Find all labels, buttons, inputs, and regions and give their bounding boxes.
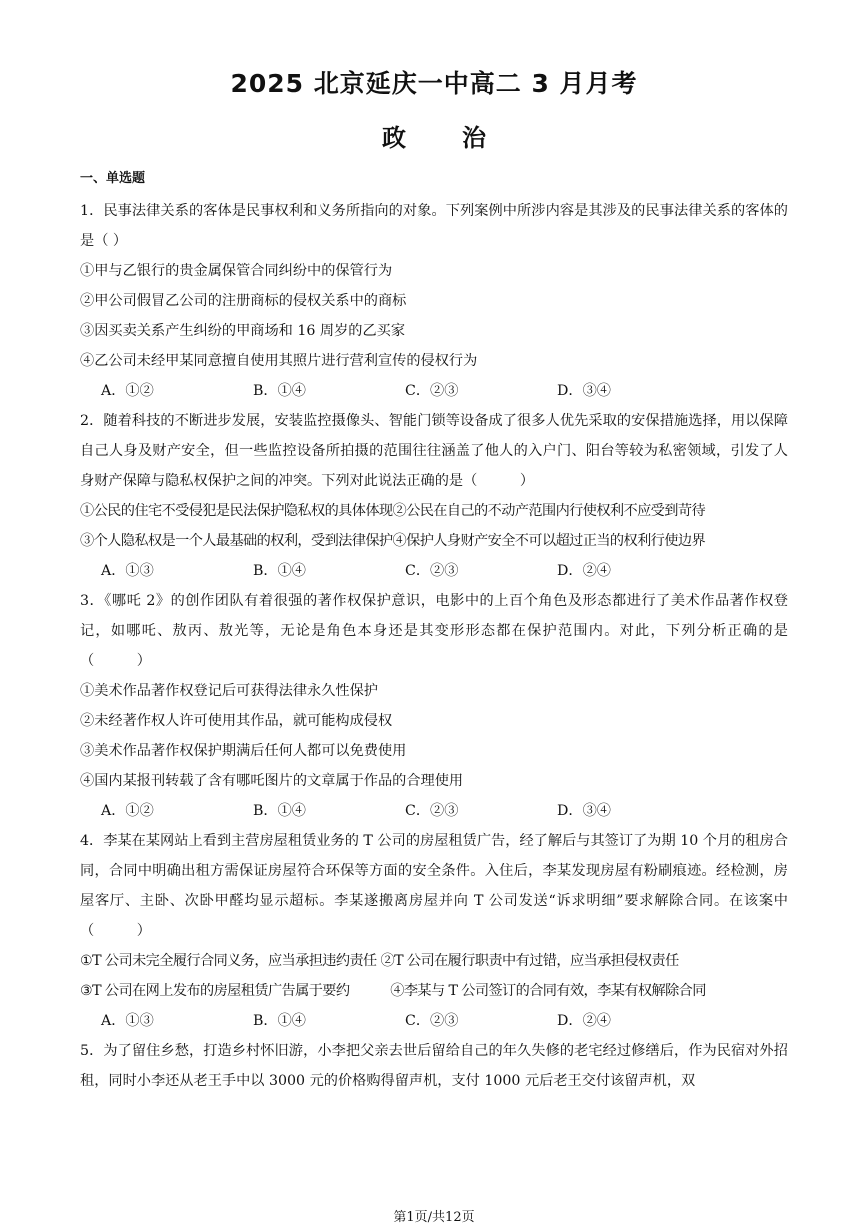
- answer-choices: [80, 1006, 788, 1036]
- section-heading: 一、单选题: [80, 171, 146, 186]
- question-stem: 4．李某在某网站上看到主营房屋租赁业务的 T 公司的房屋租赁广告，经了解后与其签订了为期 10 个月的租房合同，合同中明确出租方需保证房屋符合环保等方面的安全条件。入住后，李某发现房屋有粉刷痕迹。经检测，房屋客厅、主卧、次卧甲醛均显示超标。李某遂搬离房屋并向 T 公司发送“诉求明细”要求解除合同。在该案中（ ）: [80, 833, 788, 939]
- question-option: ③个人隐私权是一个人最基础的权利，受到法律保护④保护人身财产安全不可以超过正当的权利行使边界: [80, 533, 706, 549]
- question-option: ④乙公司未经甲某同意擅自使用其照片进行营利宣传的侵权行为: [80, 353, 478, 369]
- question-3: [80, 586, 788, 826]
- answer-choices: [80, 556, 788, 586]
- answer-choice-a: A．①②: [101, 383, 154, 399]
- answer-choice-a: A．①③: [101, 563, 154, 579]
- question-1: [80, 196, 788, 406]
- question-option: ①T 公司未完全履行合同义务，应当承担违约责任 ②T 公司在履行职责中有过错，应当承担侵权责任: [80, 953, 679, 969]
- answer-choice-b: B．①④: [253, 803, 306, 819]
- question-option: ①公民的住宅不受侵犯是民法保护隐私权的具体体现②公民在自己的不动产范围内行使权利不应受到苛待: [80, 503, 706, 519]
- exam-subject: 政治: [382, 124, 542, 152]
- answer-choice-c: C．②③: [405, 383, 459, 399]
- exam-title: 2025 北京延庆一中高二 3 月月考: [230, 69, 638, 98]
- answer-choice-a: A．①②: [101, 803, 154, 819]
- question-option: ①甲与乙银行的贵金属保管合同纠纷中的保管行为: [80, 263, 393, 279]
- question-stem: 2．随着科技的不断进步发展，安装监控摄像头、智能门锁等设备成了很多人优先采取的安保措施选择，用以保障自己人身及财产安全，但一些监控设备所拍摄的范围往往涵盖了他人的入户门、阳台等较为私密领域，引发了人身财产保障与隐私权保护之间的冲突。下列对此说法正确的是（ ）: [80, 413, 788, 489]
- question-4: [80, 826, 788, 1036]
- question-option: ②未经著作权人许可使用其作品，就可能构成侵权: [80, 713, 393, 729]
- answer-choice-d: D．②④: [557, 1013, 611, 1029]
- answer-choice-c: C．②③: [405, 563, 459, 579]
- page-footer: 第1页/共12页: [393, 1210, 475, 1225]
- answer-choice-d: D．③④: [557, 383, 611, 399]
- answer-choice-b: B．①④: [253, 563, 306, 579]
- question-option: ②甲公司假冒乙公司的注册商标的侵权关系中的商标: [80, 293, 407, 309]
- question-stem: 3．《哪吒 2》的创作团队有着很强的著作权保护意识，电影中的上百个角色及形态都进行了美术作品著作权登记，如哪吒、敖丙、敖光等，无论是角色本身还是其变形形态都在保护范围内。对此，下列分析正确的是（ ）: [80, 593, 788, 669]
- question-option: ③因买卖关系产生纠纷的甲商场和 16 周岁的乙买家: [80, 323, 406, 339]
- answer-choice-b: B．①④: [253, 1013, 306, 1029]
- answer-choice-b: B．①④: [253, 383, 306, 399]
- answer-choices: [80, 796, 788, 826]
- answer-choice-c: C．②③: [405, 803, 459, 819]
- answer-choice-c: C．②③: [405, 1013, 459, 1029]
- question-stem: 5．为了留住乡愁，打造乡村怀旧游，小李把父亲去世后留给自己的年久失修的老宅经过修缮后，作为民宿对外招租，同时小李还从老王手中以 3000 元的价格购得留声机，支付 1000 元后老王交付该留声机，双: [80, 1043, 788, 1089]
- question-option: ①美术作品著作权登记后可获得法律永久性保护: [80, 683, 378, 699]
- answer-choices: [80, 376, 788, 406]
- question-option: ④国内某报刊转载了含有哪吒图片的文章属于作品的合理使用: [80, 773, 464, 789]
- answer-choice-d: D．③④: [557, 803, 611, 819]
- question-option: ③美术作品著作权保护期满后任何人都可以免费使用: [80, 743, 407, 759]
- answer-choice-d: D．②④: [557, 563, 611, 579]
- question-stem: 1．民事法律关系的客体是民事权利和义务所指向的对象。下列案例中所涉内容是其涉及的民事法律关系的客体的是（ ）: [80, 203, 788, 249]
- question-option: ③T 公司在网上发布的房屋租赁广告属于要约 ④李某与 T 公司签订的合同有效，李某有权解除合同: [80, 983, 706, 999]
- exam-content: [80, 168, 788, 1096]
- answer-choice-a: A．①③: [101, 1013, 154, 1029]
- question-2: [80, 406, 788, 586]
- question-5: [80, 1036, 788, 1096]
